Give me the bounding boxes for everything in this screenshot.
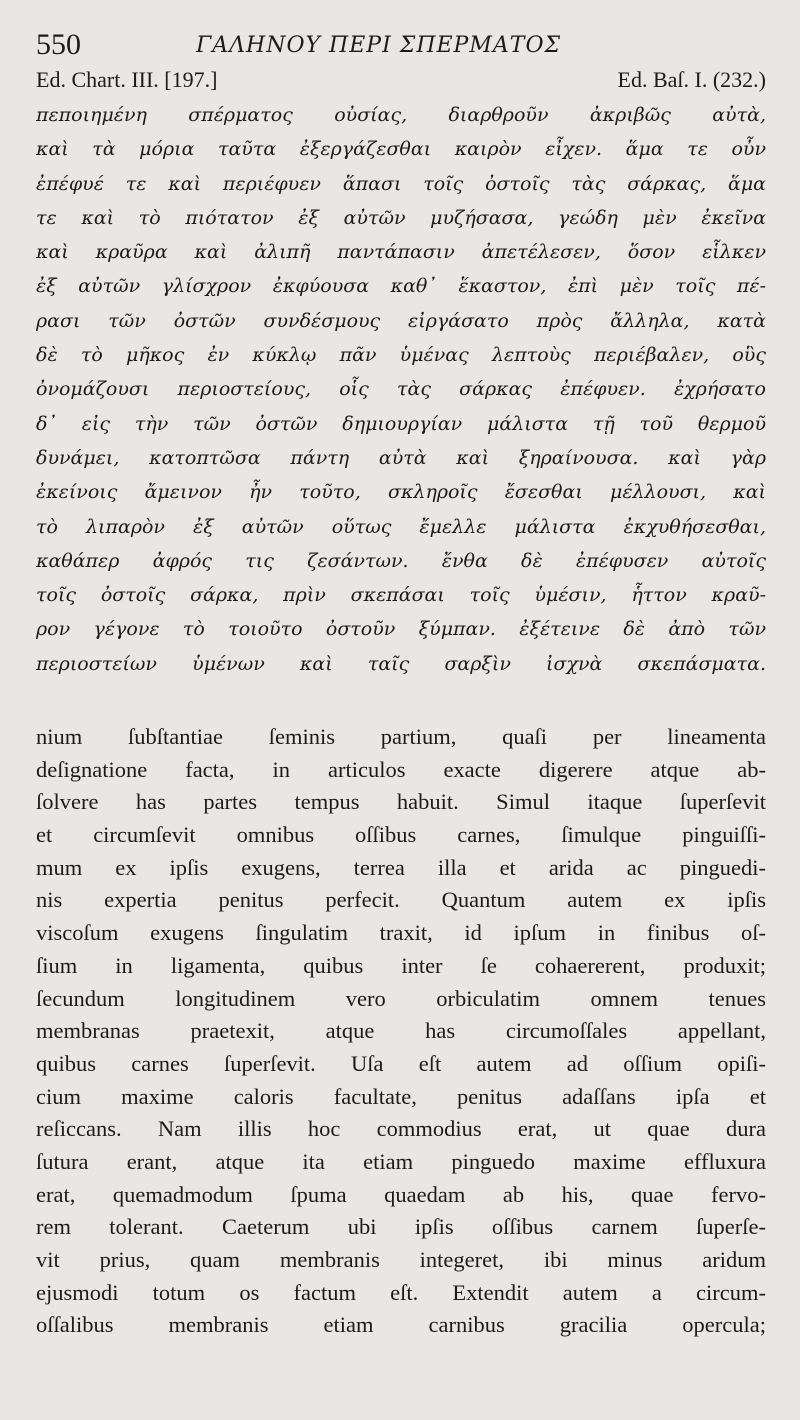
latin-line: vit prius, quam membranis integeret, ibi minus aridum <box>36 1247 766 1273</box>
greek-line: περιοστείων ὑμένων καὶ ταῖς σαρξὶν ἰσχνὰ σκεπάσματα. <box>36 652 766 675</box>
greek-line: δ᾽ εἰς τὴν τῶν ὀστῶν δημιουργίαν μάλιστα τῇ τοῦ θερμοῦ <box>36 412 766 435</box>
latin-line: rem tolerant. Caeterum ubi ipſis oſſibus carnem ſuperſe- <box>36 1214 766 1240</box>
latin-line: ſutura erant, atque ita etiam pinguedo maxime effluxura <box>36 1148 766 1174</box>
greek-line: δυνάμει, κατοπτῶσα πάντη αὐτὰ καὶ ξηραίνουσα. καὶ γὰρ <box>36 446 766 469</box>
latin-text <box>36 721 766 1342</box>
latin-line: ſium in ligamenta, quibus inter ſe cohaererent, produxit; <box>36 952 766 978</box>
latin-line: mum ex ipſis exugens, terrea illa et arida ac pinguedi- <box>36 854 766 880</box>
latin-line: quibus carnes ſuperſevit. Uſa eſt autem ad oſſium opiſi- <box>36 1050 766 1076</box>
greek-line: ρον γέγονε τὸ τοιοῦτο ὀστοῦν ξύμπαν. ἐξέτεινε δὲ ἀπὸ τῶν <box>36 618 766 641</box>
greek-line: ἐπέφυέ τε καὶ περιέφυεν ἅπασι τοῖς ὀστοῖς τὰς σάρκας, ἅμα <box>36 172 766 195</box>
latin-line: et circumſevit omnibus oſſibus carnes, ſimulque pinguiſſi- <box>36 822 766 848</box>
edition-reference-basel: Ed. Baſ. I. (232.) <box>617 67 766 92</box>
edition-references <box>36 64 766 98</box>
running-head <box>36 24 766 64</box>
latin-line: ejusmodi totum os factum eſt. Extendit autem a circum- <box>36 1279 766 1305</box>
greek-line: ρασι τῶν ὀστῶν συνδέσμους εἰργάσατο πρὸς ἄλληλα, κατὰ <box>36 309 766 332</box>
latin-line: ſolvere has partes tempus habuit. Simul itaque ſuperſevit <box>36 789 766 815</box>
greek-line: τοῖς ὀστοῖς σάρκα, πρὶν σκεπάσαι τοῖς ὑμέσιν, ἧττον κραῦ- <box>36 584 766 607</box>
greek-line: καὶ τὰ μόρια ταῦτα ἐξεργάζεσθαι καιρὸν εἶχεν. ἅμα τε οὖν <box>36 138 766 161</box>
latin-line: ſecundum longitudinem vero orbiculatim omnem tenues <box>36 985 766 1011</box>
latin-line: viscoſum exugens ſingulatim traxit, id ipſum in finibus oſ- <box>36 920 766 946</box>
greek-line: τὸ λιπαρὸν ἐξ αὐτῶν οὕτως ἔμελλε μάλιστα ἐκχυθήσεσθαι, <box>36 515 766 538</box>
latin-line: nis expertia penitus perfecit. Quantum autem ex ipſis <box>36 887 766 913</box>
greek-line: ὀνομάζουσι περιοστείους, οἷς τὰς σάρκας ἐπέφυεν. ἐχρήσατο <box>36 378 766 401</box>
greek-line: πεποιημένη σπέρματος οὐσίας, διαρθροῦν ἀκριβῶς αὐτὰ, <box>36 104 766 126</box>
latin-line: nium ſubſtantiae ſeminis partium, quaſi per lineamenta <box>36 724 766 750</box>
latin-line: erat, quemadmodum ſpuma quaedam ab his, quae fervo- <box>36 1181 766 1207</box>
greek-line: ἐκείνοις ἄμεινον ἦν τοῦτο, σκληροῖς ἔσεσθαι μέλλουσι, καὶ <box>36 481 766 504</box>
latin-line: reſiccans. Nam illis hoc commodius erat, ut quae dura <box>36 1116 766 1142</box>
greek-line: τε καὶ τὸ πιότατον ἐξ αὐτῶν μυζήσασα, γεώδη μὲν ἐκεῖνα <box>36 206 766 229</box>
greek-line: καὶ κραῦρα καὶ ἀλιπῆ παντάπασιν ἀπετέλεσεν, ὅσον εἷλκεν <box>36 241 766 264</box>
latin-line: cium maxime caloris facultate, penitus adaſſans ipſa et <box>36 1083 766 1109</box>
latin-line: membranas praetexit, atque has circumoſſales appellant, <box>36 1018 766 1044</box>
edition-reference-chartier: Ed. Chart. III. [197.] <box>36 67 218 92</box>
running-title: ΓΑΛΗΝΟΥ ΠΕΡΙ ΣΠΕΡΜΑΤΟΣ <box>196 33 562 58</box>
greek-line: ἐξ αὐτῶν γλίσχρον ἐκφύουσα καθ᾽ ἕκαστον, ἐπὶ μὲν τοῖς πέ- <box>36 275 766 298</box>
greek-text <box>36 98 766 681</box>
page-number: 550 <box>36 28 81 61</box>
latin-line: deſignatione facta, in articulos exacte digerere atque ab- <box>36 756 766 782</box>
greek-line: δὲ τὸ μῆκος ἐν κύκλῳ πᾶν ὑμένας λεπτοὺς περιέβαλεν, οὓς <box>36 344 766 367</box>
latin-line: oſſalibus membranis etiam carnibus gracilia opercula; <box>36 1312 766 1338</box>
greek-line: καθάπερ ἀφρός τις ζεσάντων. ἔνθα δὲ ἐπέφυσεν αὐτοῖς <box>36 549 766 572</box>
